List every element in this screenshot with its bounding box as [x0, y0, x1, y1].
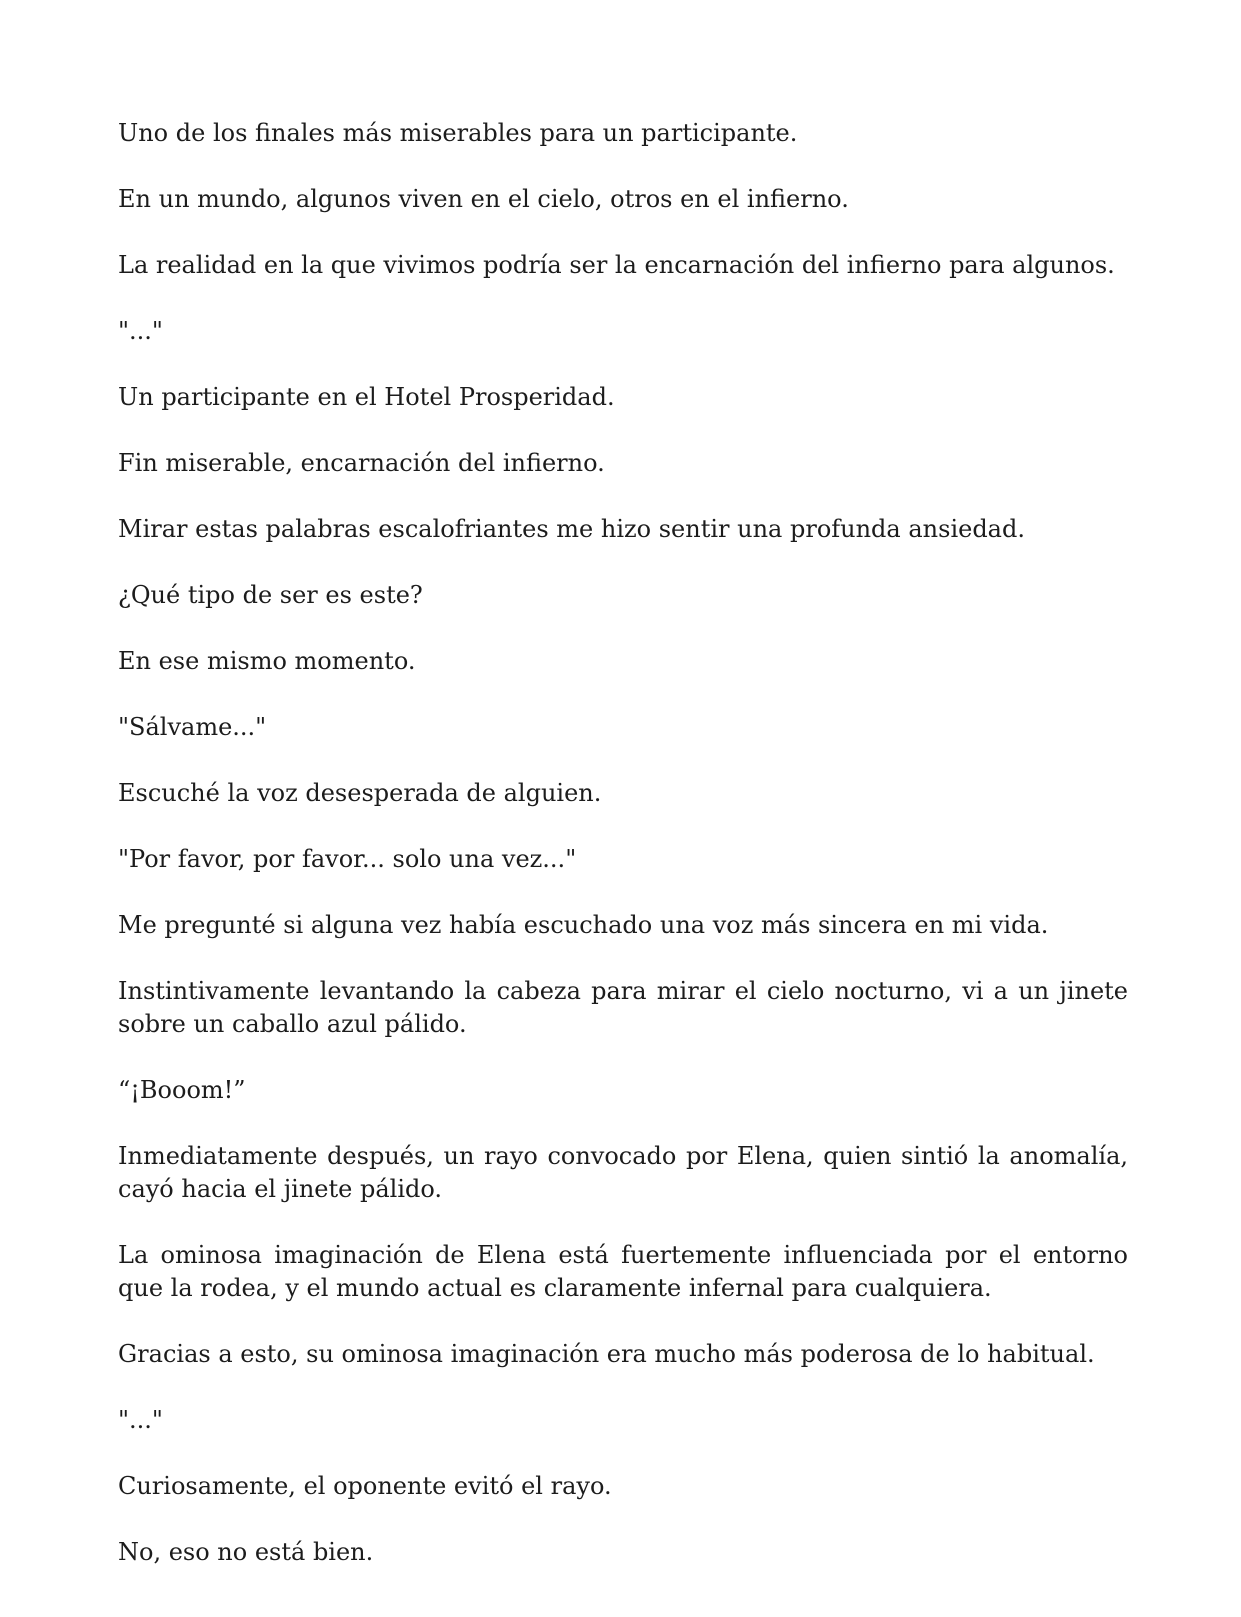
paragraph: La ominosa imaginación de Elena está fuertemente influenciada por el entorno que la rodea, y el mundo actual es claramente infernal para cualquiera. — [118, 1241, 1128, 1302]
paragraph: Gracias a esto, su ominosa imaginación era mucho más poderosa de lo habitual. — [118, 1340, 1095, 1368]
paragraph: La realidad en la que vivimos podría ser la encarnación del infierno para algunos. — [118, 251, 1115, 279]
paragraph: Curiosamente, el oponente evitó el rayo. — [118, 1472, 612, 1500]
paragraph: Me pregunté si alguna vez había escuchado una voz más sincera en mi vida. — [118, 911, 1049, 939]
paragraph: En ese mismo momento. — [118, 647, 416, 675]
paragraph: Escuché la voz desesperada de alguien. — [118, 779, 602, 807]
paragraph: "..." — [118, 1406, 163, 1434]
paragraph: "Por favor, por favor... solo una vez..." — [118, 845, 577, 873]
paragraph: En un mundo, algunos viven en el cielo, otros en el infierno. — [118, 185, 849, 213]
paragraph: “¡Booom!” — [118, 1076, 246, 1104]
paragraph: ¿Qué tipo de ser es este? — [118, 581, 423, 609]
paragraph: No, eso no está bien. — [118, 1538, 374, 1566]
paragraph: "..." — [118, 317, 163, 345]
paragraph: Un participante en el Hotel Prosperidad. — [118, 383, 615, 411]
document-body — [118, 117, 1128, 1602]
paragraph: "Sálvame..." — [118, 713, 267, 741]
paragraph: Uno de los finales más miserables para un participante. — [118, 119, 798, 147]
paragraph: Mirar estas palabras escalofriantes me hizo sentir una profunda ansiedad. — [118, 515, 1025, 543]
paragraph: Fin miserable, encarnación del infierno. — [118, 449, 605, 477]
paragraph: Instintivamente levantando la cabeza para mirar el cielo nocturno, vi a un jinete sobre un caballo azul pálido. — [118, 977, 1128, 1038]
paragraph: Inmediatamente después, un rayo convocado por Elena, quien sintió la anomalía, cayó hacia el jinete pálido. — [118, 1142, 1128, 1203]
